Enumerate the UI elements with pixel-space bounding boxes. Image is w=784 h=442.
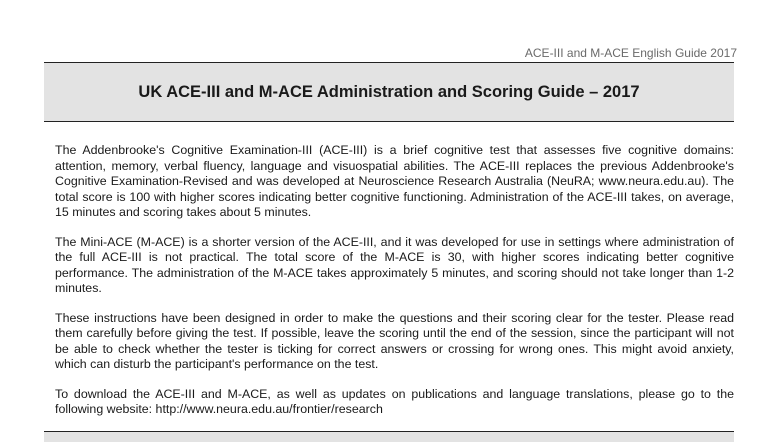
paragraph-download: To download the ACE-III and M-ACE, as well as updates on publications and language translations, please go to the following website: http://www.neura.edu.au/frontier/research	[55, 386, 734, 416]
next-section-box	[44, 431, 734, 442]
paragraph-mini-ace: The Mini-ACE (M-ACE) is a shorter version of the ACE-III, and it was developed for use in settings where administration of the full ACE-III is not practical. The total score of the M-ACE is 30, with higher scores indicating better cognitive performance. The administration of the M-ACE takes approximately 5 minutes, and scoring should not take longer than 1-2 minutes.	[55, 234, 734, 295]
body-text	[55, 143, 734, 432]
running-header: ACE-III and M-ACE English Guide 2017	[524, 46, 737, 60]
title-box	[44, 62, 734, 122]
paragraph-ace-iii-intro: The Addenbrooke's Cognitive Examination-III (ACE-III) is a brief cognitive test that assesses five cognitive domains: attention, memory, verbal fluency, language and visuospatial abilities. The ACE-III replaces the previous Addenbrooke's Cognitive Examination-Revised and was developed at Neuroscience Research Australia (NeuRA; www.neura.edu.au). The total score is 100 with higher scores indicating better cognitive functioning. Administration of the ACE-III takes, on average, 15 minutes and scoring takes about 5 minutes.	[55, 143, 734, 219]
paragraph-instructions: These instructions have been designed in order to make the questions and their scoring clear for the tester. Please read them carefully before giving the test. If possible, leave the scoring until the end of the session, since the participant will not be able to check whether the tester is ticking for correct answers or crossing for wrong ones. This might avoid anxiety, which can disturb the participant's performance on the test.	[55, 310, 734, 371]
document-title: UK ACE-III and M-ACE Administration and Scoring Guide – 2017	[138, 82, 640, 101]
